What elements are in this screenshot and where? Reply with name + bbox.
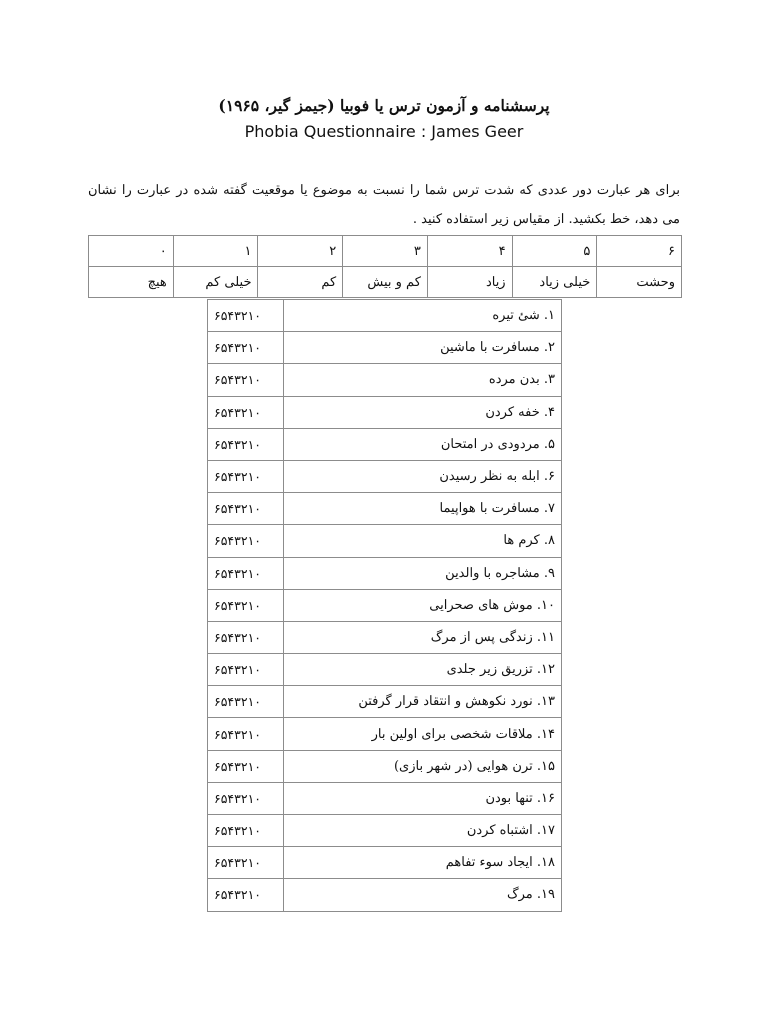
questionnaire-table	[207, 299, 562, 912]
question-row	[208, 621, 562, 653]
question-text: ۱۳. نورد نکوهش و انتقاد قرار گرفتن	[284, 686, 562, 718]
scale-number: ۲	[258, 236, 343, 267]
question-text: ۷. مسافرت با هواپیما	[284, 493, 562, 525]
rating-options[interactable]: ۶۵۴۳۲۱۰	[208, 332, 284, 364]
rating-options[interactable]: ۶۵۴۳۲۱۰	[208, 750, 284, 782]
question-text: ۵. مردودی در امتحان	[284, 428, 562, 460]
scale-label: خیلی کم	[173, 267, 258, 298]
question-row	[208, 750, 562, 782]
rating-options[interactable]: ۶۵۴۳۲۱۰	[208, 493, 284, 525]
question-row	[208, 815, 562, 847]
scale-number: ۳	[343, 236, 428, 267]
rating-options[interactable]: ۶۵۴۳۲۱۰	[208, 460, 284, 492]
rating-options[interactable]: ۶۵۴۳۲۱۰	[208, 686, 284, 718]
question-row	[208, 654, 562, 686]
rating-options[interactable]: ۶۵۴۳۲۱۰	[208, 396, 284, 428]
question-text: ۱۲. تزریق زیر جلدی	[284, 654, 562, 686]
rating-options[interactable]: ۶۵۴۳۲۱۰	[208, 718, 284, 750]
question-row	[208, 557, 562, 589]
page-title: پرسشنامه و آزمون ترس یا فوبیا (جیمز گیر، ۱۹۶۵)	[218, 96, 550, 115]
scale-label: کم	[258, 267, 343, 298]
question-row	[208, 525, 562, 557]
question-text: ۱۹. مرگ	[284, 879, 562, 911]
rating-options[interactable]: ۶۵۴۳۲۱۰	[208, 621, 284, 653]
question-text: ۶. ابله به نظر رسیدن	[284, 460, 562, 492]
question-text: ۹. مشاجره با والدین	[284, 557, 562, 589]
scale-number: ۵	[512, 236, 597, 267]
rating-options[interactable]: ۶۵۴۳۲۱۰	[208, 879, 284, 911]
question-row	[208, 589, 562, 621]
scale-label: زیاد	[427, 267, 512, 298]
question-text: ۱۰. موش های صحرایی	[284, 589, 562, 621]
scale-label: هیچ	[89, 267, 174, 298]
question-row	[208, 686, 562, 718]
question-row	[208, 428, 562, 460]
question-text: ۱۱. زندگی پس از مرگ	[284, 621, 562, 653]
question-row	[208, 718, 562, 750]
scale-number: ۴	[427, 236, 512, 267]
instructions-text: برای هر عبارت دور عددی که شدت ترس شما را نسبت به موضوع یا موقعیت گفته شده در عبارت را نشان می دهد، خط بکشید. از مقیاس زیر استفاده کنید .	[88, 183, 680, 227]
question-text: ۴. خفه کردن	[284, 396, 562, 428]
scale-label: کم و بیش	[343, 267, 428, 298]
scale-label: وحشت	[597, 267, 682, 298]
question-row	[208, 396, 562, 428]
page-subtitle: Phobia Questionnaire : James Geer	[244, 122, 524, 141]
scale-label-row	[89, 267, 682, 298]
rating-options[interactable]: ۶۵۴۳۲۱۰	[208, 557, 284, 589]
question-text: ۱۴. ملاقات شخصی برای اولین بار	[284, 718, 562, 750]
rating-scale-table	[88, 235, 682, 298]
rating-options[interactable]: ۶۵۴۳۲۱۰	[208, 847, 284, 879]
scale-number: ۶	[597, 236, 682, 267]
question-row	[208, 332, 562, 364]
rating-options[interactable]: ۶۵۴۳۲۱۰	[208, 525, 284, 557]
question-text: ۱۸. ایجاد سوء تفاهم	[284, 847, 562, 879]
question-text: ۱۷. اشتباه کردن	[284, 815, 562, 847]
question-row	[208, 364, 562, 396]
question-text: ۱۶. تنها بودن	[284, 782, 562, 814]
rating-options[interactable]: ۶۵۴۳۲۱۰	[208, 589, 284, 621]
question-text: ۱۵. ترن هوایی (در شهر بازی)	[284, 750, 562, 782]
scale-label: خیلی زیاد	[512, 267, 597, 298]
rating-options[interactable]: ۶۵۴۳۲۱۰	[208, 815, 284, 847]
question-text: ۱. شئ تیره	[284, 300, 562, 332]
rating-options[interactable]: ۶۵۴۳۲۱۰	[208, 300, 284, 332]
scale-number: ۱	[173, 236, 258, 267]
question-row	[208, 782, 562, 814]
rating-options[interactable]: ۶۵۴۳۲۱۰	[208, 782, 284, 814]
question-row	[208, 460, 562, 492]
question-text: ۲. مسافرت با ماشین	[284, 332, 562, 364]
rating-options[interactable]: ۶۵۴۳۲۱۰	[208, 654, 284, 686]
rating-options[interactable]: ۶۵۴۳۲۱۰	[208, 428, 284, 460]
scale-number-row	[89, 236, 682, 267]
rating-options[interactable]: ۶۵۴۳۲۱۰	[208, 364, 284, 396]
scale-number: ۰	[89, 236, 174, 267]
question-row	[208, 879, 562, 911]
question-text: ۳. بدن مرده	[284, 364, 562, 396]
question-row	[208, 300, 562, 332]
question-text: ۸. کرم ها	[284, 525, 562, 557]
question-row	[208, 847, 562, 879]
question-row	[208, 493, 562, 525]
